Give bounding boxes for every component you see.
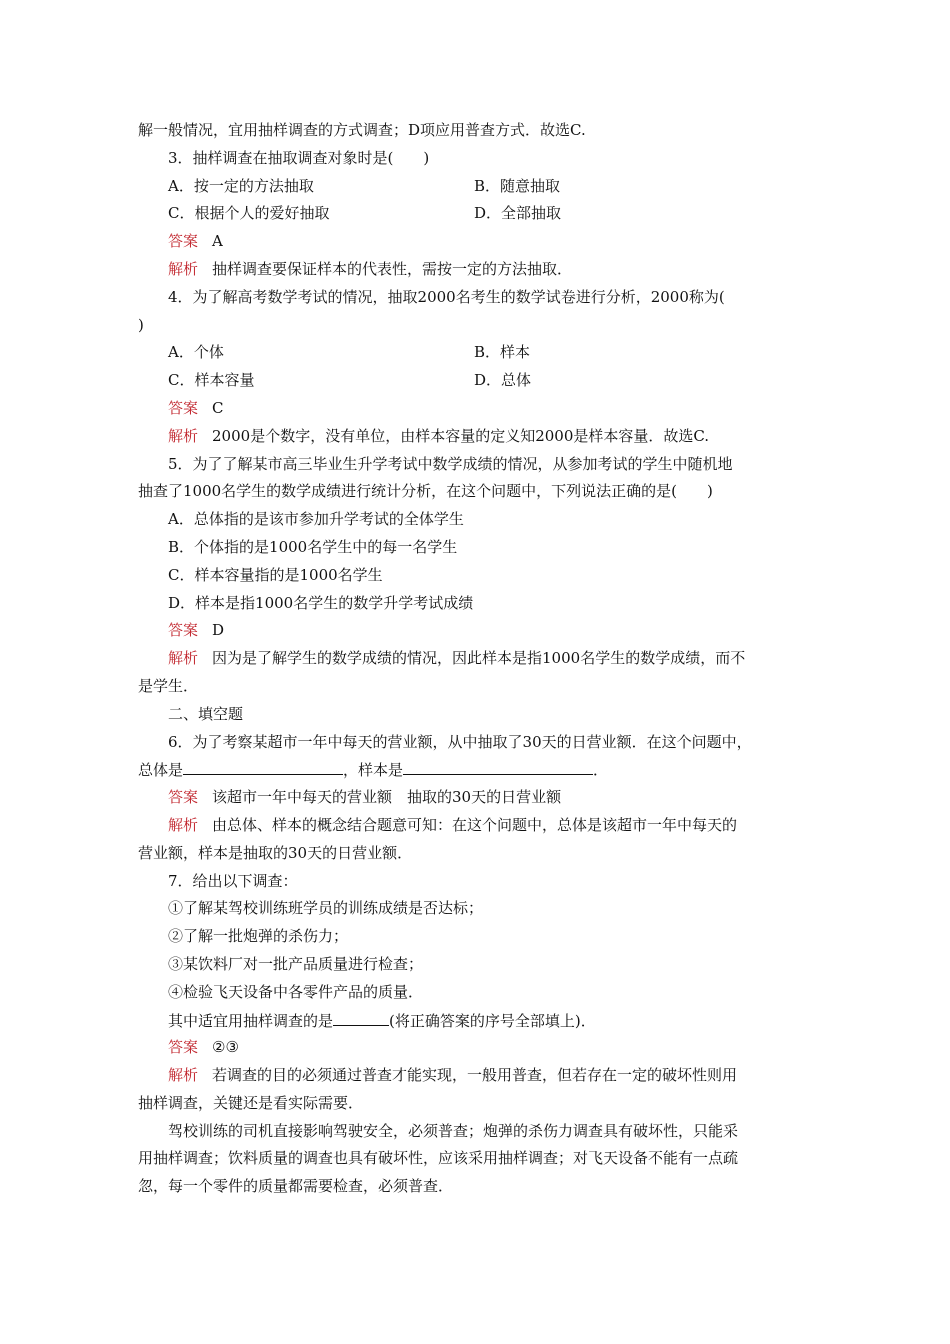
q5-stem-line-2: 抽查了1000名学生的数学成绩进行统计分析，在这个问题中，下列说法正确的是( ) [138, 482, 713, 501]
q3-stem: 3．抽样调查在抽取调查对象时是( ) [168, 148, 430, 167]
q6-stem-prefix: 总体是 [138, 761, 184, 780]
q7-item-1: ①了解某驾校训练班学员的训练成绩是否达标； [168, 899, 484, 918]
q5-answer-value: D [212, 621, 225, 640]
q5-analysis-text-1: 因为是了解学生的数学成绩的情况，因此样本是指1000名学生的数学成绩，而不 [212, 649, 746, 668]
q3-answer-value: A [212, 232, 223, 251]
q3-option-c: C．根据个人的爱好抽取 [168, 204, 330, 223]
q4-option-b: B．样本 [474, 343, 531, 362]
q5-answer [138, 617, 818, 645]
q7-analysis-line-1 [138, 1062, 818, 1090]
q3-options-row-1 [138, 173, 818, 201]
q5-stem-line-1: 5．为了了解某市高三毕业生升学考试中数学成绩的情况，从参加考试的学生中随机地 [168, 454, 733, 473]
analysis-label: 解析 [168, 815, 199, 834]
q6-stem-line-1: 6．为了考察某超市一年中每天的营业额，从中抽取了30天的日营业额．在这个问题中， [168, 732, 752, 751]
analysis-label: 解析 [168, 1066, 199, 1085]
section-title: 二、填空题 [168, 704, 244, 723]
analysis-label: 解析 [168, 426, 199, 445]
q6-stem-mid: ，样本是 [343, 761, 404, 780]
q3-option-b: B．随意抽取 [474, 176, 561, 195]
q7-extra-line-2: 用抽样调查；饮料质量的调查也具有破坏性，应该采用抽样调查；对飞天设备不能有一点疏 [138, 1149, 739, 1168]
q3-options-row-2 [138, 200, 818, 228]
q4-stem-line-1: 4．为了解高考数学考试的情况，抽取2000名考生的数学试卷进行分析，2000称为( [168, 287, 725, 306]
q4-answer-value: C [212, 398, 224, 417]
answer-label: 答案 [168, 621, 199, 640]
q3-analysis-text: 抽样调查要保证样本的代表性，需按一定的方法抽取． [212, 259, 573, 278]
answer-label: 答案 [168, 1038, 199, 1057]
q5-option-b: B．个体指的是1000名学生中的每一名学生 [168, 537, 458, 556]
q5-option-c: C．样本容量指的是1000名学生 [168, 565, 383, 584]
q6-analysis-line-1 [138, 812, 818, 840]
document-body [138, 117, 818, 1201]
q6-stem-end: ． [593, 761, 609, 780]
intro-line: 解一般情况，宜用抽样调查的方式调查；D项应用普查方式．故选C. [138, 121, 586, 139]
q7-question-suffix: (将正确答案的序号全部填上)． [389, 1011, 596, 1030]
q6-analysis-text-1: 由总体、样本的概念结合题意可知：在这个问题中，总体是该超市一年中每天的 [212, 815, 738, 834]
q4-options-row-2 [138, 367, 818, 395]
q7-answer-value: ②③ [212, 1038, 239, 1057]
q6-stem-line-2 [138, 756, 818, 784]
q7-question-prefix: 其中适宜用抽样调查的是 [168, 1011, 334, 1030]
analysis-label: 解析 [168, 649, 199, 668]
q5-analysis-line-1 [138, 645, 818, 673]
q6-answer [138, 784, 818, 812]
q7-answer [138, 1034, 818, 1062]
answer-label: 答案 [168, 398, 199, 417]
q4-option-a: A．个体 [168, 343, 224, 362]
q7-blank-answer[interactable] [333, 1007, 389, 1026]
q3-option-d: D．全部抽取 [474, 204, 562, 223]
q4-options-row-1 [138, 339, 818, 367]
q4-analysis [138, 423, 818, 451]
q6-blank-population[interactable] [183, 756, 343, 775]
q7-stem: 7．给出以下调查： [168, 871, 298, 890]
q6-answer-value: 该超市一年中每天的营业额 抽取的30天的日营业额 [212, 788, 562, 807]
q3-answer [138, 228, 818, 256]
q7-item-2: ②了解一批炮弹的杀伤力； [168, 927, 349, 946]
q7-item-3: ③某饮料厂对一批产品质量进行检查； [168, 954, 424, 973]
q3-analysis [138, 256, 818, 284]
q5-option-a: A．总体指的是该市参加升学考试的全体学生 [168, 510, 464, 529]
q3-option-a: A．按一定的方法抽取 [168, 176, 314, 195]
q7-analysis-text-1: 若调查的目的必须通过普查才能实现，一般用普查，但若存在一定的破坏性则用 [212, 1066, 738, 1085]
q7-item-4: ④检验飞天设备中各零件产品的质量． [168, 982, 424, 1001]
q7-extra-line-1: 驾校训练的司机直接影响驾驶安全，必须普查；炮弹的杀伤力调查具有破坏性，只能采 [168, 1121, 739, 1140]
q4-stem-line-2: ) [138, 315, 144, 334]
q7-analysis-line-2: 抽样调查，关键还是看实际需要． [138, 1093, 364, 1112]
q4-analysis-text: 2000是个数字，没有单位，由样本容量的定义知2000是样本容量．故选C. [212, 426, 710, 445]
q6-analysis-line-2: 营业额，样本是抽取的30天的日营业额． [138, 843, 413, 862]
q5-analysis-line-2: 是学生． [138, 676, 199, 695]
q4-option-d: D．总体 [474, 371, 532, 390]
q4-answer [138, 395, 818, 423]
q4-option-c: C．样本容量 [168, 371, 255, 390]
answer-label: 答案 [168, 232, 199, 251]
answer-label: 答案 [168, 788, 199, 807]
q5-option-d: D．样本是指1000名学生的数学升学考试成绩 [168, 593, 474, 612]
q7-extra-line-3: 忽，每一个零件的质量都需要检查，必须普查． [138, 1177, 454, 1196]
analysis-label: 解析 [168, 259, 199, 278]
q6-blank-sample[interactable] [403, 756, 593, 775]
q7-question [138, 1007, 818, 1035]
